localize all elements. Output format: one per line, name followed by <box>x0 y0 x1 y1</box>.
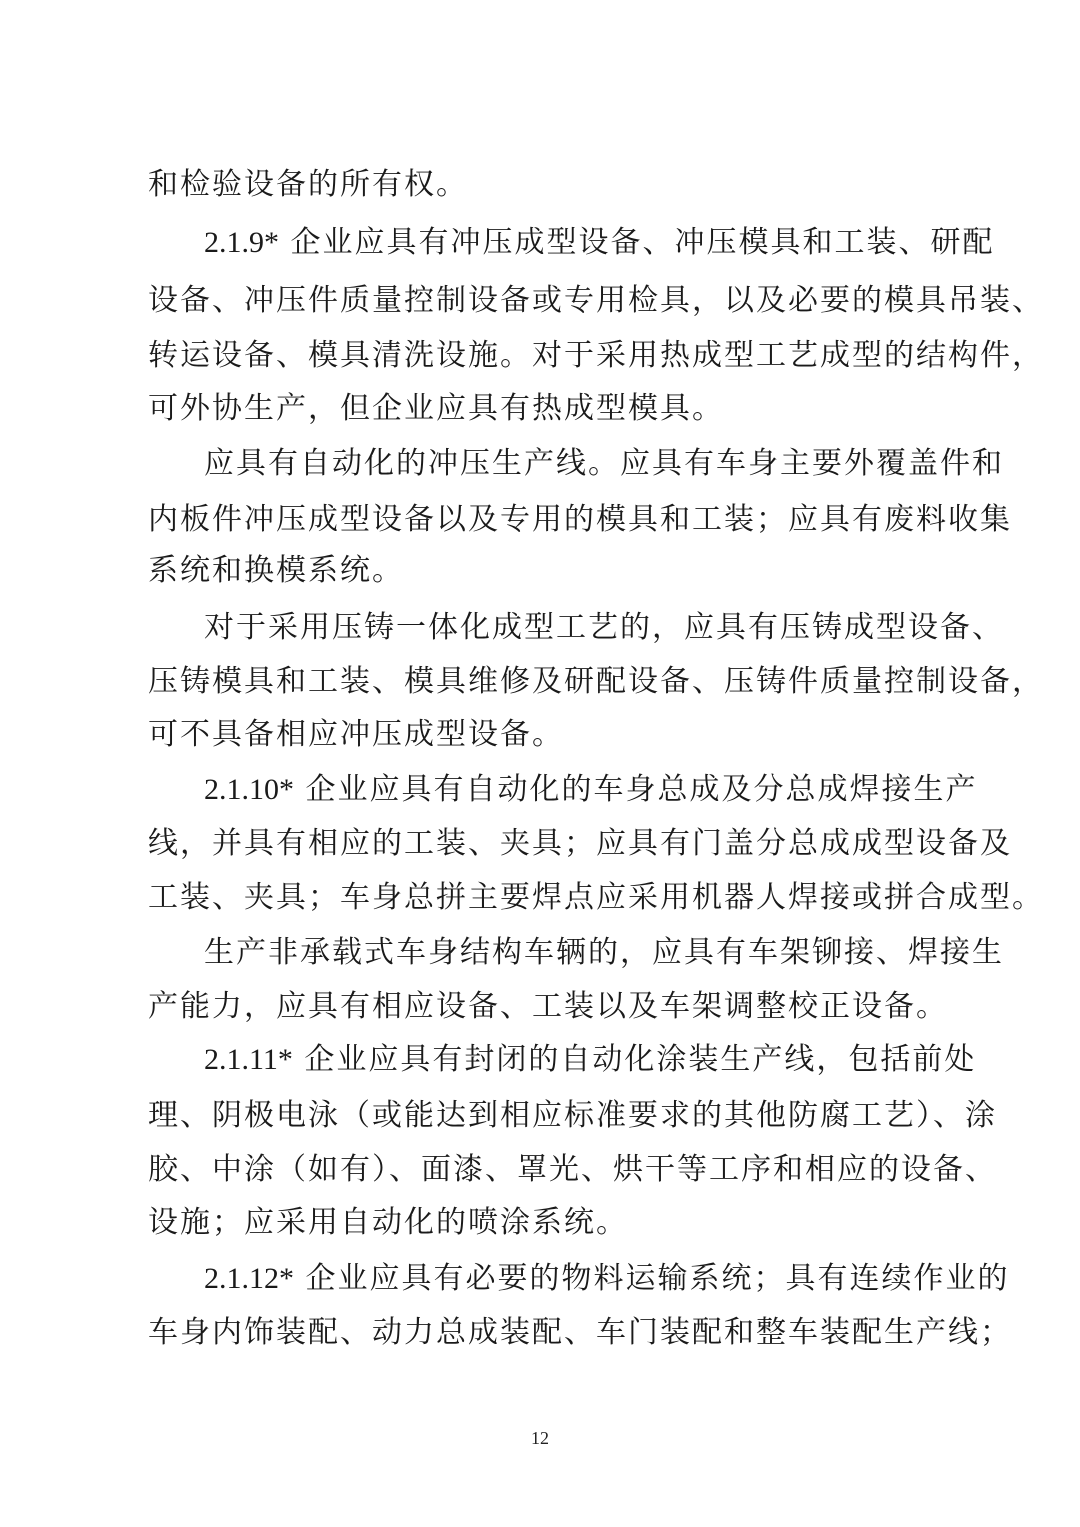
clause-2-1-9 <box>204 225 995 261</box>
clause-text: 企业应具有自动化的车身总成及分总成焊接生产 <box>294 772 978 807</box>
text-line: 线，并具有相应的工装、夹具；应具有门盖分总成成型设备及 <box>148 826 1012 861</box>
text-line: 可外协生产，但企业应具有热成型模具。 <box>148 391 724 426</box>
text-line: 应具有自动化的冲压生产线。应具有车身主要外覆盖件和 <box>204 446 1004 481</box>
text-line: 转运设备、模具清洗设施。对于采用热成型工艺成型的结构件， <box>148 338 1044 373</box>
clause-text: 企业应具有必要的物料运输系统；具有连续作业的 <box>294 1261 1010 1296</box>
text-line: 生产非承载式车身结构车辆的，应具有车架铆接、焊接生 <box>204 935 1004 970</box>
clause-2-1-10 <box>204 772 978 808</box>
text-line: 可不具备相应冲压成型设备。 <box>148 717 564 752</box>
text-line: 设施；应采用自动化的喷涂系统。 <box>148 1205 628 1240</box>
text-line: 胶、中涂（如有）、面漆、罩光、烘干等工序和相应的设备、 <box>148 1152 997 1187</box>
clause-text: 企业应具有冲压成型设备、冲压模具和工装、研配 <box>279 225 995 260</box>
page-number: 12 <box>531 1428 549 1448</box>
text-line: 产能力，应具有相应设备、工装以及车架调整校正设备。 <box>148 989 948 1024</box>
text-line: 理、阴极电泳（或能达到相应标准要求的其他防腐工艺）、涂 <box>148 1098 997 1133</box>
clause-number: 2.1.11* <box>204 1043 293 1076</box>
clause-text: 企业应具有封闭的自动化涂装生产线，包括前处 <box>292 1042 977 1077</box>
clause-number: 2.1.10* <box>204 773 294 806</box>
text-line: 和检验设备的所有权。 <box>148 167 468 202</box>
clause-number: 2.1.9* <box>204 226 279 259</box>
clause-number: 2.1.12* <box>204 1262 294 1295</box>
text-line: 工装、夹具；车身总拼主要焊点应采用机器人焊接或拼合成型。 <box>148 880 1044 915</box>
text-line: 设备、冲压件质量控制设备或专用检具，以及必要的模具吊装、 <box>148 283 1044 318</box>
text-line: 内板件冲压成型设备以及专用的模具和工装；应具有废料收集 <box>148 502 1012 537</box>
text-line: 车身内饰装配、动力总成装配、车门装配和整车装配生产线； <box>148 1315 1012 1350</box>
text-line: 压铸模具和工装、模具维修及研配设备、压铸件质量控制设备， <box>148 664 1044 699</box>
clause-2-1-11 <box>204 1042 976 1078</box>
text-line: 对于采用压铸一体化成型工艺的，应具有压铸成型设备、 <box>204 610 1004 645</box>
text-line: 系统和换模系统。 <box>148 553 404 588</box>
clause-2-1-12 <box>204 1261 1010 1297</box>
